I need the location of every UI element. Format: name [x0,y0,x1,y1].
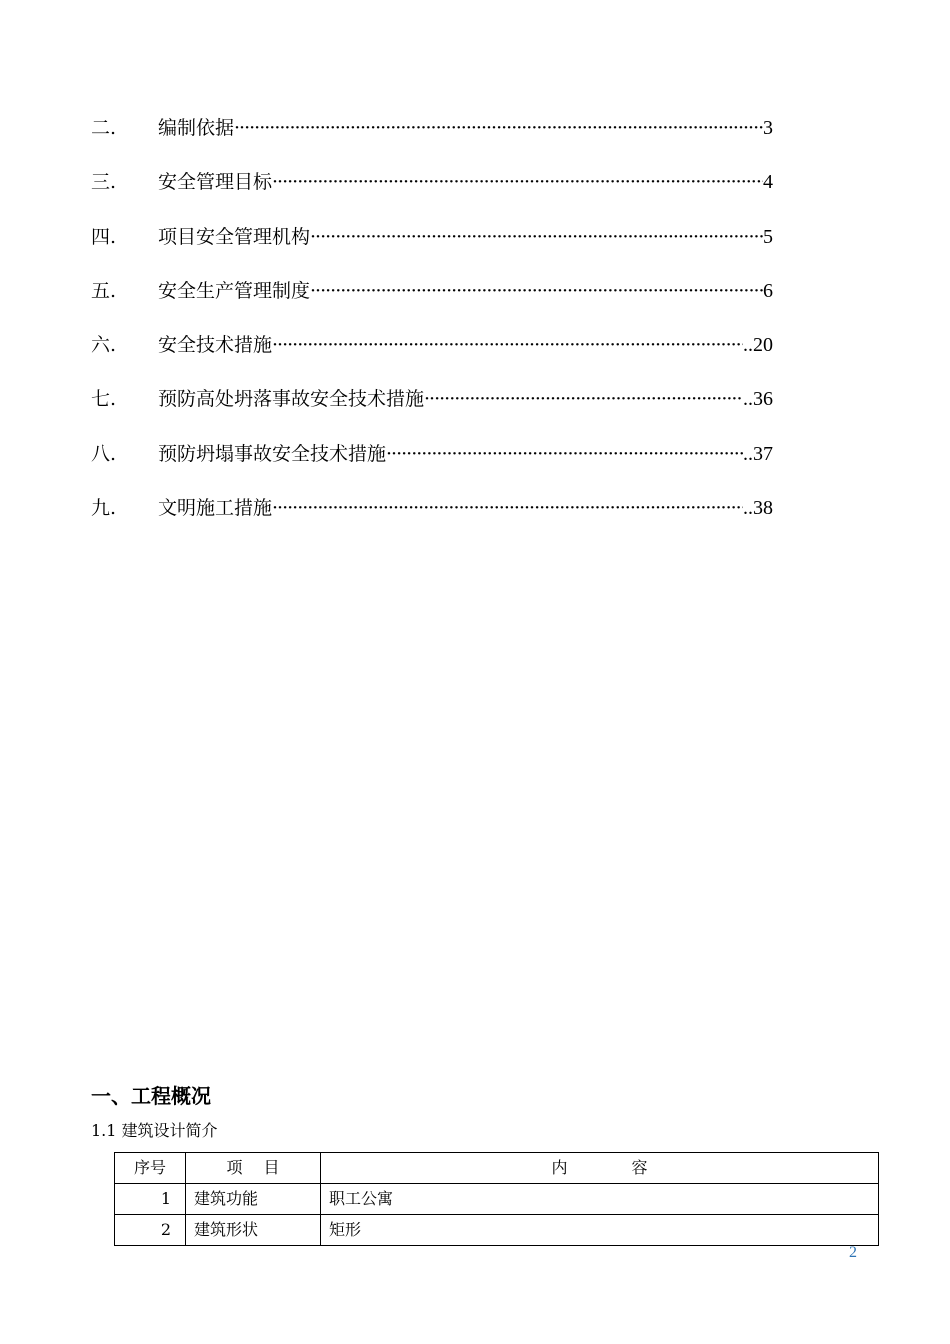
toc-dot-leader [234,108,763,148]
toc-entry[interactable] [91,108,773,162]
toc-entry-title: 项目安全管理机构 [158,225,311,248]
building-design-table [114,1152,879,1246]
toc-entry-title: 预防高处坍落事故安全技术措施 [158,388,425,411]
sub-heading: 1.1 建筑设计简介 [91,1121,218,1140]
toc-entry-page: 4 [763,171,773,194]
row-content: 职工公寓 [321,1184,879,1215]
toc-entry-number: 四. [91,225,117,248]
toc-entry-number: 三. [91,171,117,194]
toc-entry[interactable] [91,162,773,216]
toc-entry-number: 八. [91,442,117,465]
toc-entry-page: 5 [763,225,773,248]
toc-entry[interactable] [91,488,773,542]
toc-entry-number: 六. [91,334,117,357]
header-item: 项 目 [186,1153,321,1184]
table-row [115,1215,879,1246]
toc-entry[interactable] [91,434,773,488]
toc-dot-leader [272,325,743,365]
toc-dot-leader [310,271,763,311]
toc-entry[interactable] [91,325,773,379]
toc-entry-number: 七. [91,388,117,411]
toc-dot-leader [272,162,763,202]
table-of-contents [91,108,773,542]
page-number: 2 [849,1244,857,1261]
toc-entry-number: 五. [91,279,117,302]
toc-entry-title: 安全技术措施 [158,334,273,357]
toc-entry[interactable] [91,379,773,433]
toc-entry-title: 预防坍塌事故安全技术措施 [158,442,387,465]
toc-entry-page: ..38 [743,497,773,520]
toc-entry-page: ..20 [743,334,773,357]
row-item: 建筑功能 [186,1184,321,1215]
toc-dot-leader [310,217,763,257]
row-item: 建筑形状 [186,1215,321,1246]
header-number: 序号 [115,1153,186,1184]
toc-entry-title: 编制依据 [158,117,235,139]
toc-entry-number: 二. [91,117,117,139]
toc-entry-page: 6 [763,279,773,302]
toc-entry[interactable] [91,217,773,271]
toc-entry-page: ..37 [743,442,773,465]
toc-entry-number: 九. [91,497,117,520]
toc-dot-leader [424,379,743,419]
header-content: 内 容 [321,1153,879,1184]
toc-dot-leader [386,434,743,474]
toc-entry-title: 安全管理目标 [158,171,273,194]
row-number: 2 [115,1215,186,1246]
row-number: 1 [115,1184,186,1215]
table-header-row [115,1153,879,1184]
table-row [115,1184,879,1215]
toc-dot-leader [272,488,743,528]
section-heading: 一、工程概况 [91,1084,211,1108]
toc-entry-title: 文明施工措施 [158,497,273,520]
toc-entry-page: 3 [763,117,773,139]
toc-entry[interactable] [91,271,773,325]
row-content: 矩形 [321,1215,879,1246]
toc-entry-page: ..36 [743,388,773,411]
toc-entry-title: 安全生产管理制度 [158,279,311,302]
